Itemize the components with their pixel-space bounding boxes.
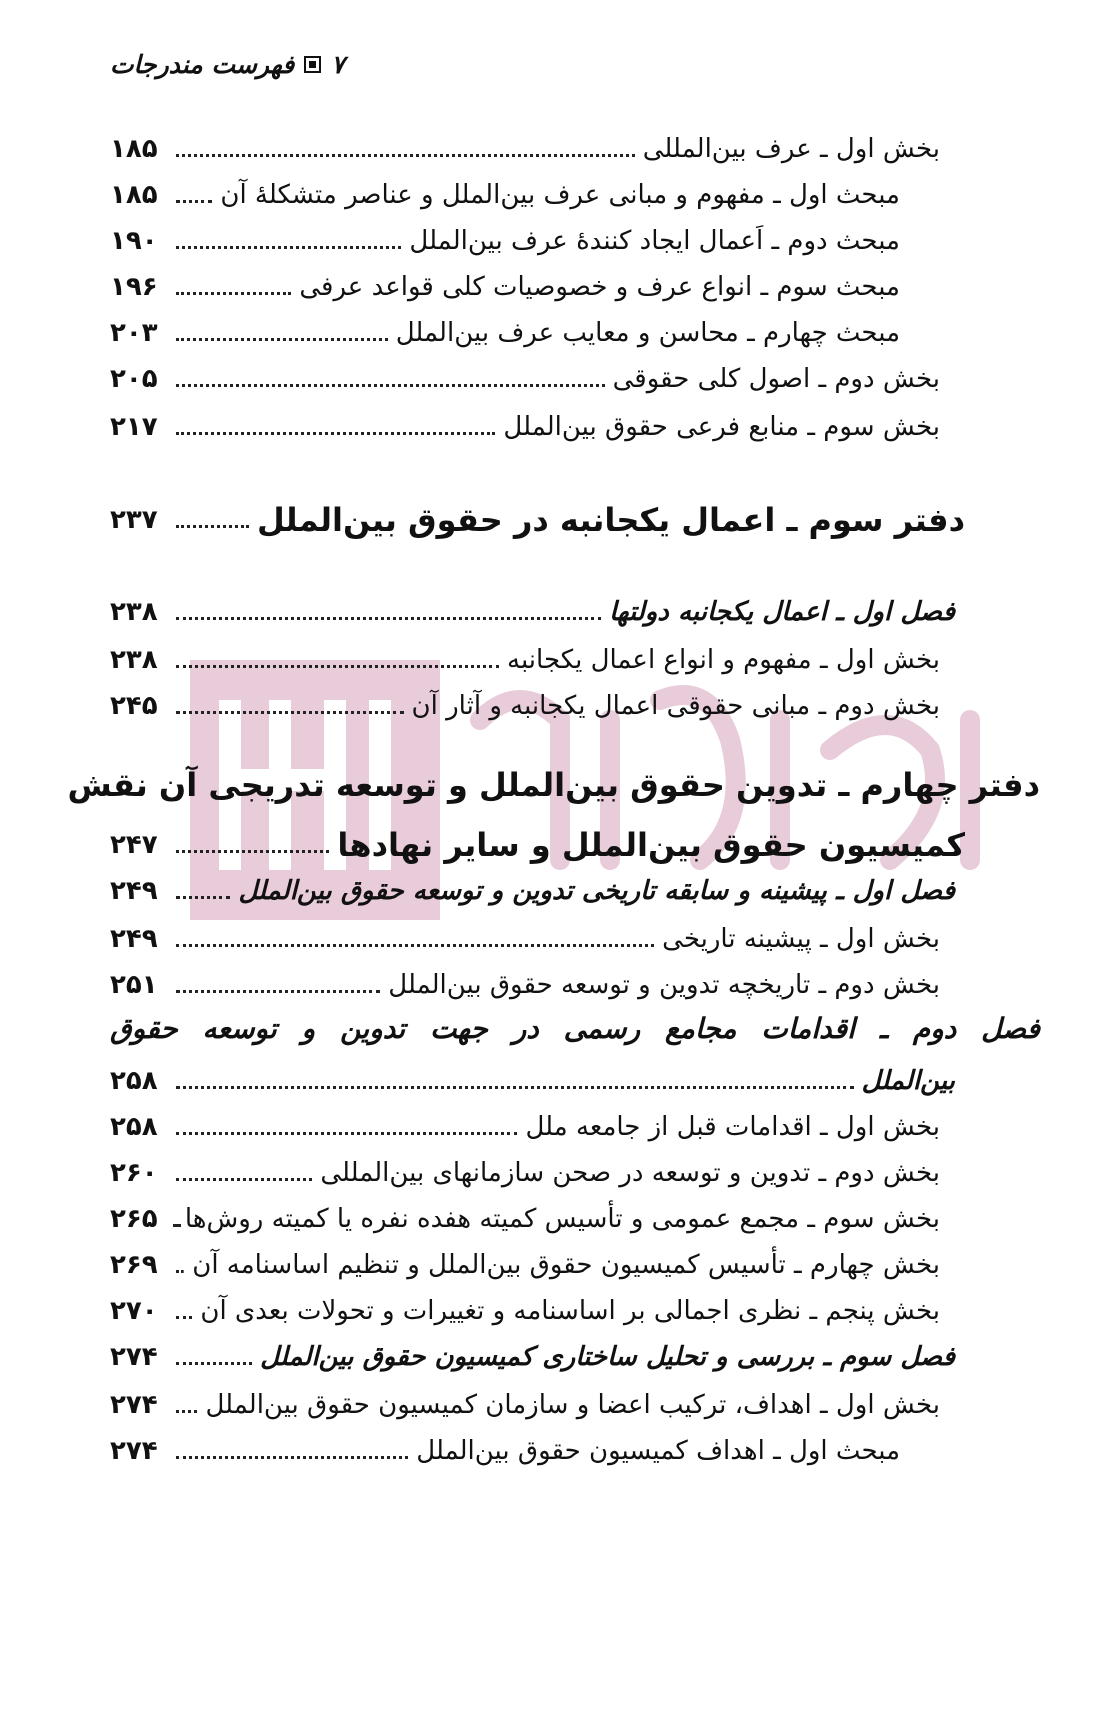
toc-part-row[interactable]: [110, 822, 1040, 868]
toc-chapter-row[interactable]: [110, 1334, 1040, 1380]
toc-page-number: ۱۹۰: [110, 226, 158, 256]
leader-dots: [176, 1270, 185, 1273]
leader-dots: [176, 1132, 518, 1135]
toc-part-title: دفتر سوم ـ اعمال یکجانبه در حقوق بین‌الملل: [256, 501, 965, 539]
toc-page-number: ۲۱۷: [110, 412, 158, 442]
leader-dots: [176, 200, 213, 203]
leader-dots: [176, 246, 402, 249]
leader-dots: [176, 665, 499, 668]
toc-page-number: ۲۰۳: [110, 318, 158, 348]
toc-chapter-title: فصل اول ـ اعمال یکجانبه دولتها: [609, 597, 955, 627]
toc-page-number: ۱۸۵: [110, 134, 158, 164]
leader-dots: [176, 617, 601, 620]
toc-part-row[interactable]: [110, 497, 1040, 543]
toc-page-number: ۲۰۵: [110, 364, 158, 394]
toc-title: بخش دوم ـ مبانی حقوقی اعمال یکجانبه و آثار آن: [411, 691, 940, 721]
toc-row[interactable]: [110, 218, 1040, 264]
toc-title: مبحث چهارم ـ محاسن و معایب عرف بین‌الملل: [395, 318, 900, 348]
toc-row[interactable]: [110, 637, 1040, 683]
toc-row[interactable]: [110, 404, 1040, 450]
header-title: فهرست مندرجات: [110, 50, 295, 79]
leader-dots: [176, 896, 231, 899]
toc-row[interactable]: [110, 1428, 1040, 1474]
leader-dots: [176, 525, 249, 528]
toc-chapter-title: فصل اول ـ پیشینه و سابقه تاریخی تدوین و توسعه حقوق بین‌الملل: [238, 876, 955, 906]
toc-chapter-title: بین‌الملل: [861, 1066, 955, 1096]
toc-title: بخش چهارم ـ تأسیس کمیسیون حقوق بین‌الملل و تنظیم اساسنامه آن: [192, 1250, 940, 1280]
leader-dots: [176, 1410, 198, 1413]
toc-row[interactable]: [110, 1242, 1040, 1288]
toc-title: بخش سوم ـ مجمع عمومی و تأسیس کمیته هفده نفره یا کمیته روش‌ها: [184, 1204, 940, 1234]
leader-dots: [176, 1316, 193, 1319]
toc-row[interactable]: [110, 962, 1040, 1008]
toc-page-number: ۲۵۸: [110, 1112, 158, 1142]
toc-title: بخش دوم ـ تدوین و توسعه در صحن سازمانهای بین‌المللی: [320, 1158, 940, 1188]
toc-chapter-row[interactable]: [110, 1058, 1040, 1104]
leader-dots: [176, 1086, 854, 1089]
toc-title: بخش اول ـ عرف بین‌المللی: [642, 134, 940, 164]
toc-page-number: ۲۷۴: [110, 1390, 158, 1420]
leader-dots: [176, 292, 292, 295]
toc-title: بخش سوم ـ منابع فرعی حقوق بین‌الملل: [503, 412, 940, 442]
toc-page-number: ۲۴۵: [110, 691, 158, 721]
toc-row[interactable]: [110, 916, 1040, 962]
toc-title: بخش پنجم ـ نظری اجمالی بر اساسنامه و تغییرات و تحولات بعدی آن: [200, 1296, 940, 1326]
leader-dots: [176, 944, 655, 947]
toc-row[interactable]: [110, 126, 1040, 172]
toc-page-number: ۲۳۸: [110, 645, 158, 675]
toc-page-number: ۲۶۰: [110, 1158, 158, 1188]
toc-row[interactable]: [110, 172, 1040, 218]
toc-part-title: کمیسیون حقوق بین‌الملل و سایر نهادها: [337, 826, 965, 864]
toc-page-number: ۲۴۹: [110, 876, 158, 906]
toc-page-number: ۲۶۹: [110, 1250, 158, 1280]
toc-title: بخش اول ـ اهداف، ترکیب اعضا و سازمان کمیسیون حقوق بین‌الملل: [205, 1390, 940, 1420]
toc-row[interactable]: [110, 1288, 1040, 1334]
toc-page-number: ۲۳۷: [110, 505, 158, 535]
toc-title: بخش دوم ـ اصول کلی حقوقی: [612, 364, 940, 394]
running-header: [110, 50, 345, 79]
toc-title: بخش دوم ـ تاریخچه تدوین و توسعه حقوق بین‌الملل: [388, 970, 940, 1000]
toc-title: مبحث اول ـ اهداف کمیسیون حقوق بین‌الملل: [416, 1436, 900, 1466]
leader-dots: [176, 432, 496, 435]
toc-row[interactable]: [110, 1382, 1040, 1428]
toc-page-number: ۲۷۰: [110, 1296, 158, 1326]
leader-dots: [176, 1362, 253, 1365]
toc-page-number: ۲۵۱: [110, 970, 158, 1000]
toc-title: بخش اول ـ مفهوم و انواع اعمال یکجانبه: [507, 645, 940, 675]
toc-chapter-row[interactable]: [110, 589, 1040, 635]
toc-page-number: ۲۷۴: [110, 1342, 158, 1372]
toc-page-number: ۲۵۸: [110, 1066, 158, 1096]
bullet-square-icon: [304, 56, 321, 73]
page-number: ۷: [331, 50, 345, 79]
toc-chapter-heading-line: فصل دوم ـ اقدامات مجامع رسمی در جهت تدوین و توسعه حقوق: [110, 1012, 1040, 1045]
toc-row[interactable]: [110, 1196, 1040, 1242]
toc-page-number: ۲۳۸: [110, 597, 158, 627]
leader-dots: [176, 850, 330, 853]
toc-page-number: ۲۴۷: [110, 830, 158, 860]
leader-dots: [176, 154, 635, 157]
toc-row[interactable]: [110, 1150, 1040, 1196]
toc-title: بخش اول ـ اقدامات قبل از جامعه ملل: [525, 1112, 940, 1142]
toc-chapter-title: فصل سوم ـ بررسی و تحلیل ساختاری کمیسیون حقوق بین‌الملل: [260, 1342, 955, 1372]
toc-page-number: ۲۶۵: [110, 1204, 158, 1234]
toc-title: مبحث دوم ـ اَعمال ایجاد کنندهٔ عرف بین‌الملل: [409, 226, 900, 256]
leader-dots: [176, 1224, 177, 1227]
leader-dots: [176, 1456, 409, 1459]
leader-dots: [176, 1178, 313, 1181]
leader-dots: [176, 338, 388, 341]
toc-page-number: ۱۸۵: [110, 180, 158, 210]
toc-row[interactable]: [110, 310, 1040, 356]
toc-page-number: ۲۷۴: [110, 1436, 158, 1466]
toc-chapter-row[interactable]: [110, 868, 1040, 914]
toc-part-heading-line: دفتر چهارم ـ تدوین حقوق بین‌الملل و توسعه تدریجی آن نقش: [67, 766, 1040, 804]
toc-title: بخش اول ـ پیشینه تاریخی: [662, 924, 940, 954]
leader-dots: [176, 384, 605, 387]
leader-dots: [176, 990, 381, 993]
toc-page-number: ۱۹۶: [110, 272, 158, 302]
toc-row[interactable]: [110, 1104, 1040, 1150]
toc-page-number: ۲۴۹: [110, 924, 158, 954]
leader-dots: [176, 711, 404, 714]
toc-title: مبحث اول ـ مفهوم و مبانی عرف بین‌الملل و عناصر متشکلهٔ آن: [220, 180, 900, 210]
toc-row[interactable]: [110, 264, 1040, 310]
toc-row[interactable]: [110, 356, 1040, 402]
toc-row[interactable]: [110, 683, 1040, 729]
toc-title: مبحث سوم ـ انواع عرف و خصوصیات کلی قواعد عرفی: [299, 272, 900, 302]
